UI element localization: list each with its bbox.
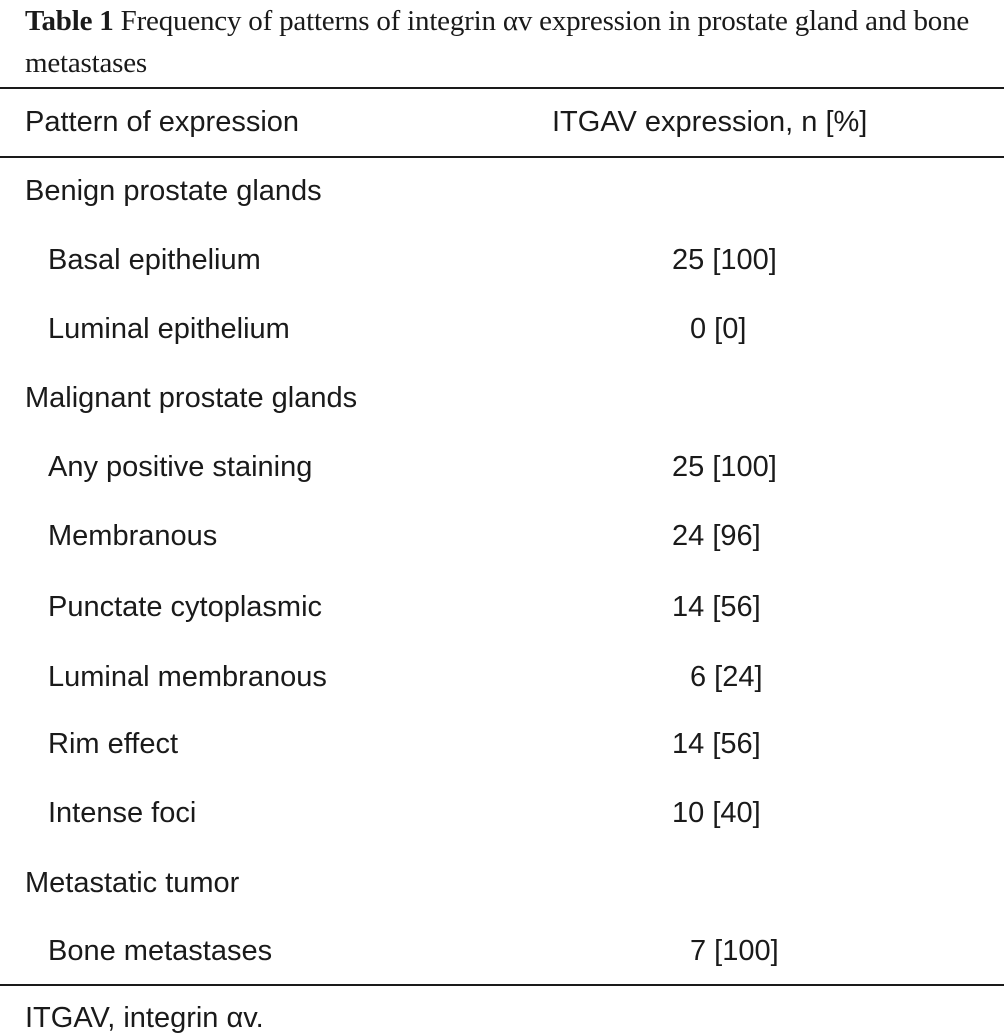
row-value: 0 [0]	[690, 313, 747, 345]
row-label: Rim effect	[48, 728, 179, 760]
row-label: Membranous	[48, 520, 218, 552]
row-label: Punctate cytoplasmic	[48, 591, 323, 623]
row-label: Luminal epithelium	[48, 313, 290, 345]
row-label: Malignant prostate glands	[25, 382, 358, 414]
row-value: 10 [40]	[672, 797, 761, 829]
bottom-rule	[0, 984, 1004, 986]
row-value: 25 [100]	[672, 244, 777, 276]
row-value: 14 [56]	[672, 591, 761, 623]
row-value: 14 [56]	[672, 728, 761, 760]
row-value: 24 [96]	[672, 520, 761, 552]
table-label: Table 1	[25, 5, 114, 37]
row-label: Benign prostate glands	[25, 175, 322, 207]
top-rule	[0, 87, 1004, 89]
table-caption	[25, 0, 995, 84]
row-value: 6 [24]	[690, 661, 763, 693]
row-label: Any positive staining	[48, 451, 313, 483]
footnote-text: ITGAV, integrin αv.	[25, 1002, 264, 1034]
row-value: 7 [100]	[690, 935, 779, 967]
header-pattern: Pattern of expression	[25, 106, 300, 138]
row-label: Basal epithelium	[48, 244, 261, 276]
row-label: Bone metastases	[48, 935, 273, 967]
header-expression: ITGAV expression, n [%]	[552, 106, 868, 138]
table-title: Frequency of patterns of integrin αv expression in prostate gland and bone metastases	[25, 5, 970, 79]
header-rule	[0, 156, 1004, 158]
row-label: Metastatic tumor	[25, 867, 240, 899]
row-value: 25 [100]	[672, 451, 777, 483]
row-label: Intense foci	[48, 797, 197, 829]
row-label: Luminal membranous	[48, 661, 327, 693]
